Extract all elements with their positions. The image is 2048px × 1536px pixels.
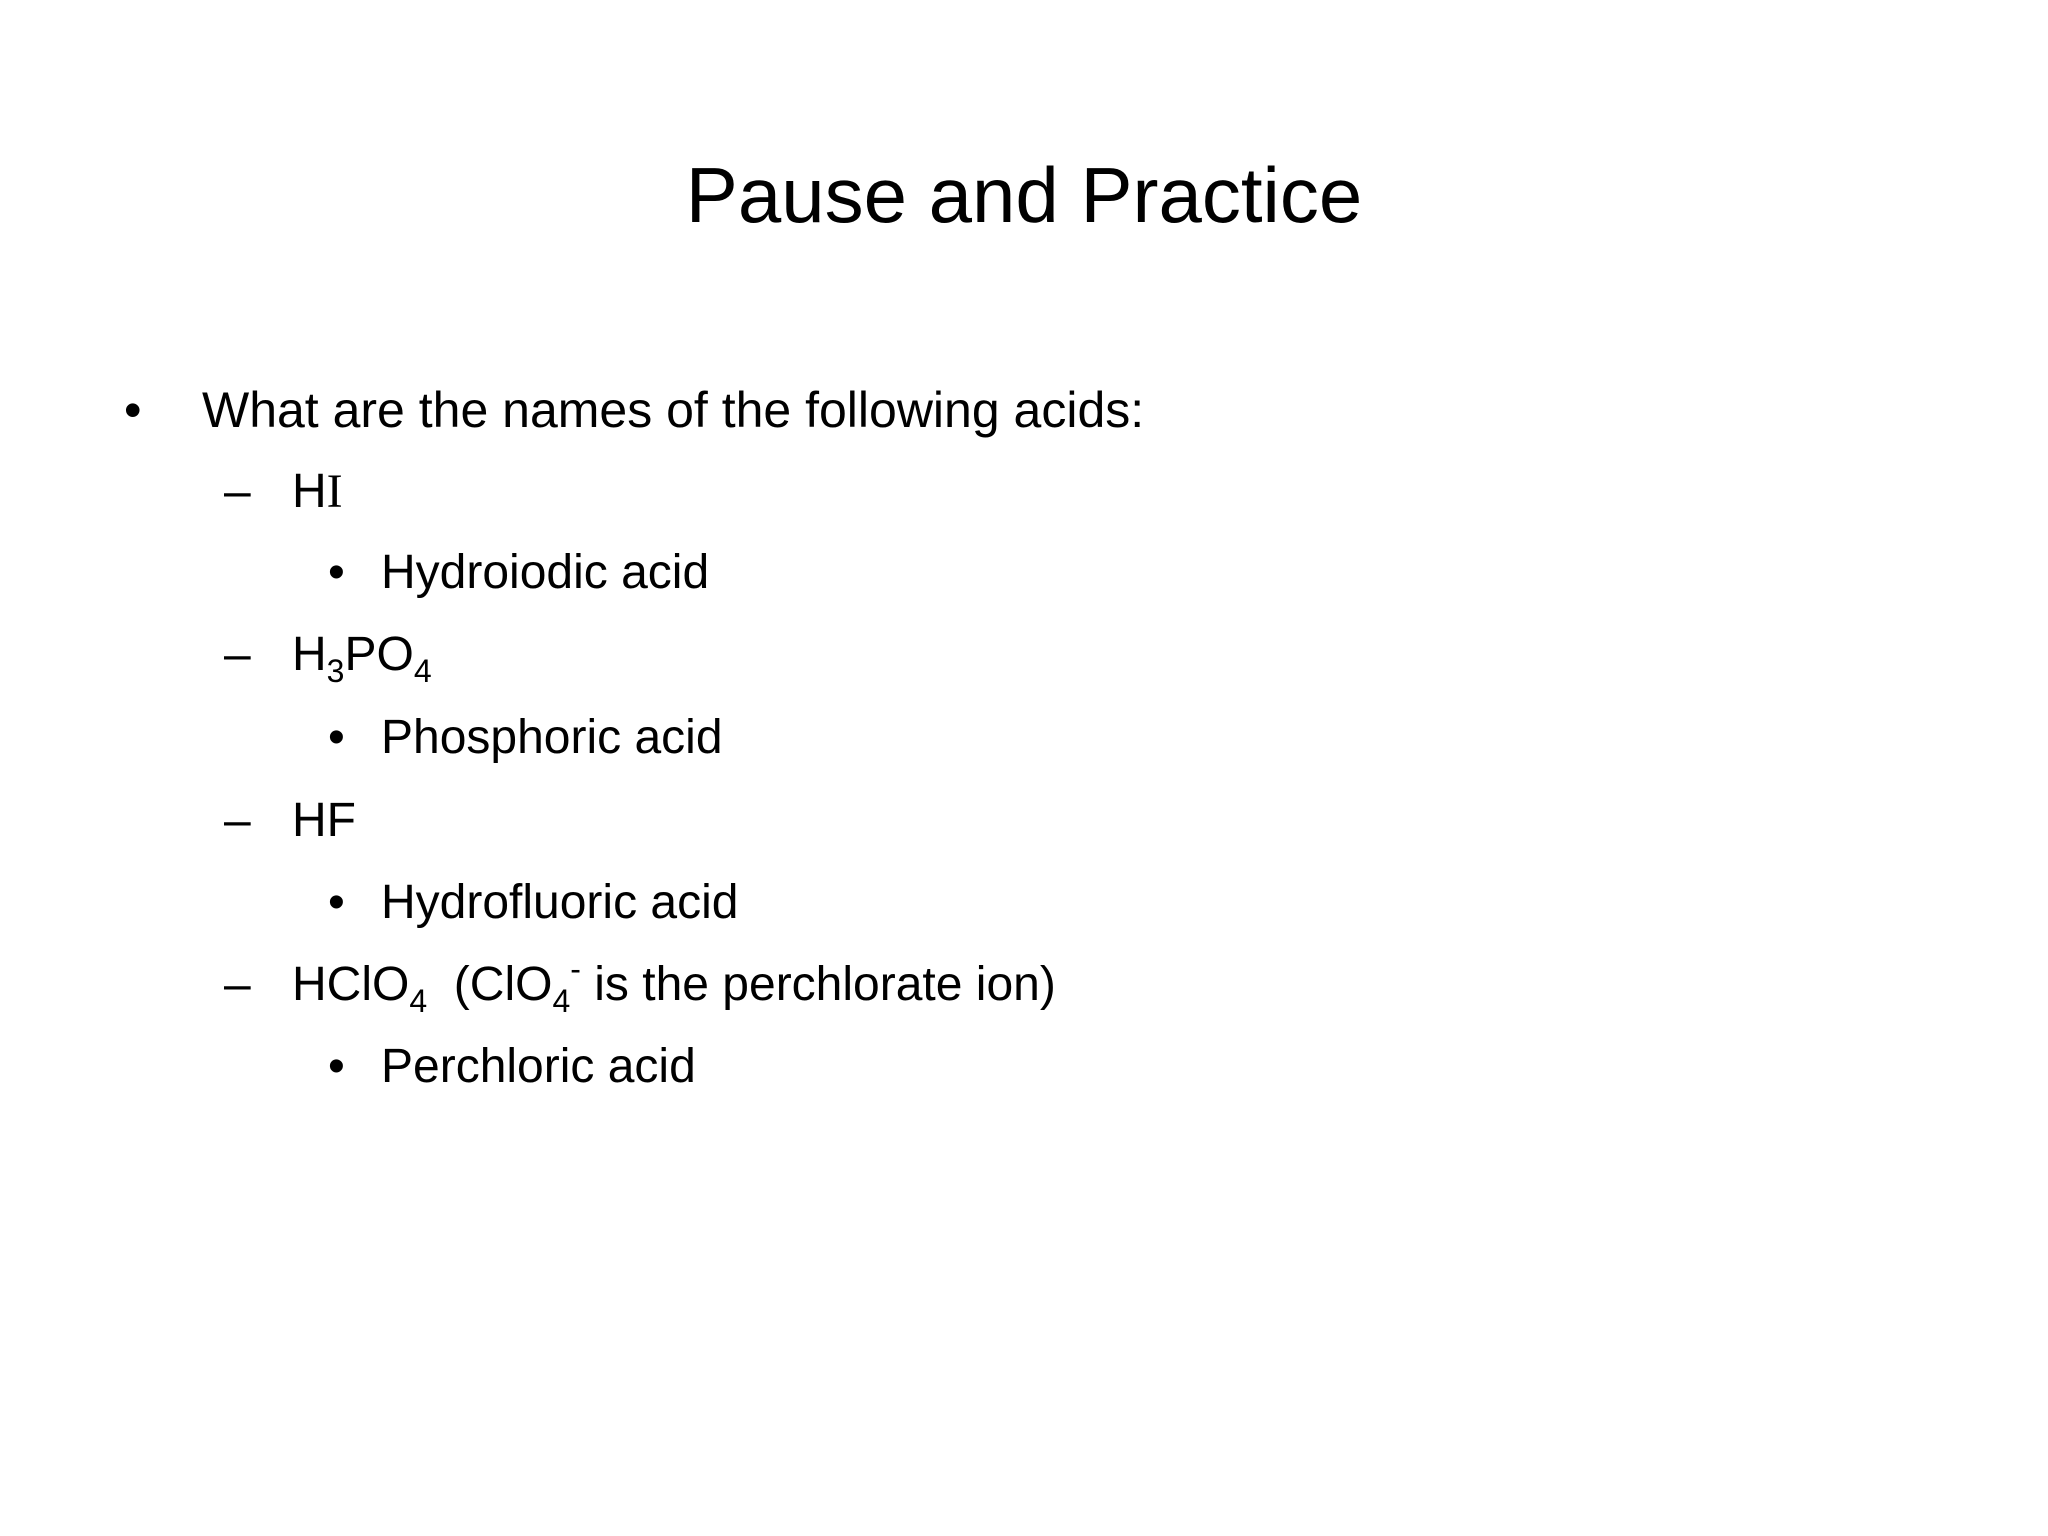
formula-hi: HI [292,465,343,518]
dash-icon: – [224,794,251,847]
dash-icon: – [224,465,251,518]
answer-hydroiodic: Hydroiodic acid [381,546,710,599]
bullet-icon: • [328,876,345,929]
bullet-icon: • [328,1040,345,1093]
question-text: What are the names of the following acids: [202,382,1145,438]
answer-phosphoric: Phosphoric acid [381,711,723,764]
answer-perchloric: Perchloric acid [381,1040,696,1093]
slide-title: Pause and Practice [685,151,1363,239]
formula-hclo4: HClO$_4$ (ClO$_4$- is the perchlorate ion) [292,951,1056,1019]
formula-h3po4: $H_3PO_4$ [292,628,432,689]
dash-icon: – [224,958,251,1011]
bullet-icon: • [124,382,142,438]
bullet-icon: • [328,546,345,599]
bullet-icon: • [328,711,345,764]
formula-hf: HF [292,794,356,847]
dash-icon: – [224,628,251,681]
answer-hydrofluoric: Hydrofluoric acid [381,876,739,929]
